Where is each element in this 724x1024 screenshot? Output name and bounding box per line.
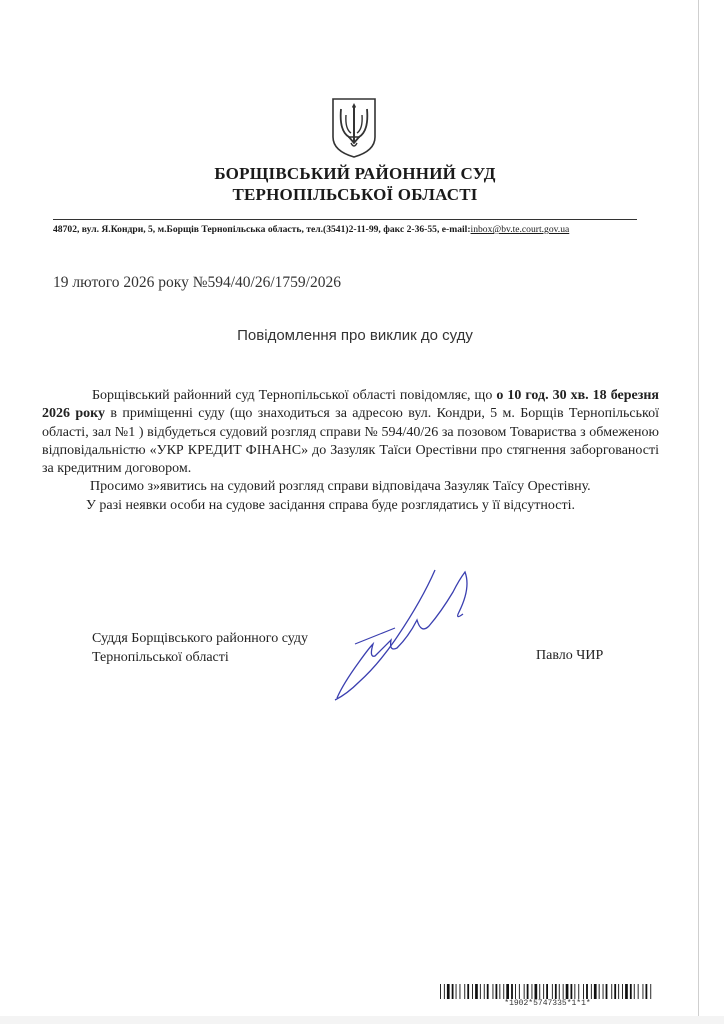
barcode-bar	[594, 984, 597, 999]
barcode-bar	[539, 984, 540, 999]
barcode-bar	[566, 984, 569, 999]
barcode-bar	[456, 984, 457, 999]
barcode-bar	[524, 984, 525, 999]
barcode-bar	[591, 984, 592, 999]
barcode-bar	[460, 984, 461, 999]
barcode-bar	[447, 984, 450, 999]
barcode-bar	[467, 984, 469, 999]
barcode-bar	[499, 984, 500, 999]
barcode-bar	[472, 984, 473, 999]
barcode-bar	[532, 984, 533, 999]
barcode-bar	[496, 984, 498, 999]
barcode-bar	[515, 984, 516, 999]
judge-title	[92, 629, 308, 667]
header-divider	[53, 219, 637, 220]
address-text: 48702, вул. Я.Кондри, 5, м.Борщів Тернопільська область, тел.(3541)2-11-99, факс 2-36-55, e-mail:	[53, 224, 471, 235]
barcode-bar	[618, 984, 619, 999]
barcode-bar	[519, 984, 520, 999]
judge-title-line2: Тернопільської області	[92, 650, 229, 665]
hearing-time: о 10 год. 30 хв. 18 березня 2026 року	[42, 388, 659, 422]
trident-coat-of-arms-icon	[331, 97, 377, 159]
barcode-bar	[586, 984, 588, 999]
barcode-bar	[606, 984, 608, 999]
barcode-bar	[650, 984, 651, 999]
barcode-bar	[475, 984, 478, 999]
barcode-bar	[559, 984, 560, 999]
page-edge	[698, 0, 699, 1024]
barcode-bar	[464, 984, 465, 999]
barcode-bar	[646, 984, 648, 999]
barcode-bar	[543, 984, 544, 999]
barcode-bar	[535, 984, 538, 999]
barcode-bar	[630, 984, 632, 999]
barcode-bar	[452, 984, 454, 999]
barcode-bar	[555, 984, 557, 999]
email-link[interactable]: inbox@bv.te.court.gov.ua	[470, 224, 570, 235]
page-bottom-edge	[0, 1016, 724, 1024]
barcode-bar	[487, 984, 489, 999]
court-address	[53, 224, 673, 235]
barcode-bar	[625, 984, 628, 999]
paragraph-3: У разі неявки особи на судове засідання справа буде розглядатись у її відсутності.	[86, 497, 575, 513]
p1-start: Борщівський районний суд Тернопільської області повідомляє, що	[92, 388, 497, 403]
barcode-bar	[638, 984, 639, 999]
court-name-line1: БОРЩІВСЬКИЙ РАЙОННИЙ СУД	[214, 164, 496, 183]
barcode-bar	[503, 984, 504, 999]
barcode-bar	[493, 984, 494, 999]
barcode-bar	[643, 984, 644, 999]
notice-title: Повідомлення про виклик до суду	[237, 327, 473, 344]
notice-body	[42, 387, 659, 515]
barcode-bar	[506, 984, 509, 999]
barcode	[440, 984, 655, 999]
barcode-bar	[578, 984, 579, 999]
judge-name: Павло ЧИР	[536, 648, 604, 663]
paragraph-2: Просимо з»явитись на судовий розгляд справи відповідача Зазуляк Таїсу Орестівну.	[90, 479, 591, 495]
date-and-number: 19 лютого 2026 року №594/40/26/1759/2026	[53, 274, 341, 291]
barcode-bar	[599, 984, 600, 999]
judge-title-line1: Суддя Борщівського районного суду	[92, 631, 308, 646]
paragraph-1	[42, 387, 659, 478]
barcode-bar	[614, 984, 616, 999]
barcode-text: *1902*5747335*1*1*	[504, 999, 591, 1008]
barcode-bar	[527, 984, 529, 999]
barcode-bar	[444, 984, 445, 999]
barcode-bar	[611, 984, 612, 999]
barcode-bar	[546, 984, 548, 999]
handwritten-signature	[325, 562, 485, 707]
barcode-bar	[552, 984, 553, 999]
barcode-bar	[484, 984, 485, 999]
barcode-bar	[622, 984, 623, 999]
barcode-bar	[634, 984, 635, 999]
barcode-bar	[563, 984, 564, 999]
barcode-bar	[574, 984, 575, 999]
p1-rest: в приміщенні суду (що знаходиться за адресою вул. Кондри, 5 м. Борщів Тернопільської області, зал №1 ) відбудеться судовий розгляд справи № 594/40/26 за позовом Товариства з обмеженою відповідальністю «УКР КРЕДИТ ФІНАНС» до Зазуляк Таїси Орестівни про стягнення заборгованості за кредитним договором.	[42, 406, 659, 477]
barcode-bar	[583, 984, 584, 999]
barcode-bar	[511, 984, 513, 999]
barcode-bar	[603, 984, 604, 999]
barcode-bar	[480, 984, 481, 999]
court-name-line2: ТЕРНОПІЛЬСЬКОЇ ОБЛАСТІ	[232, 185, 478, 204]
barcode-bar	[571, 984, 573, 999]
barcode-bar	[440, 984, 441, 999]
